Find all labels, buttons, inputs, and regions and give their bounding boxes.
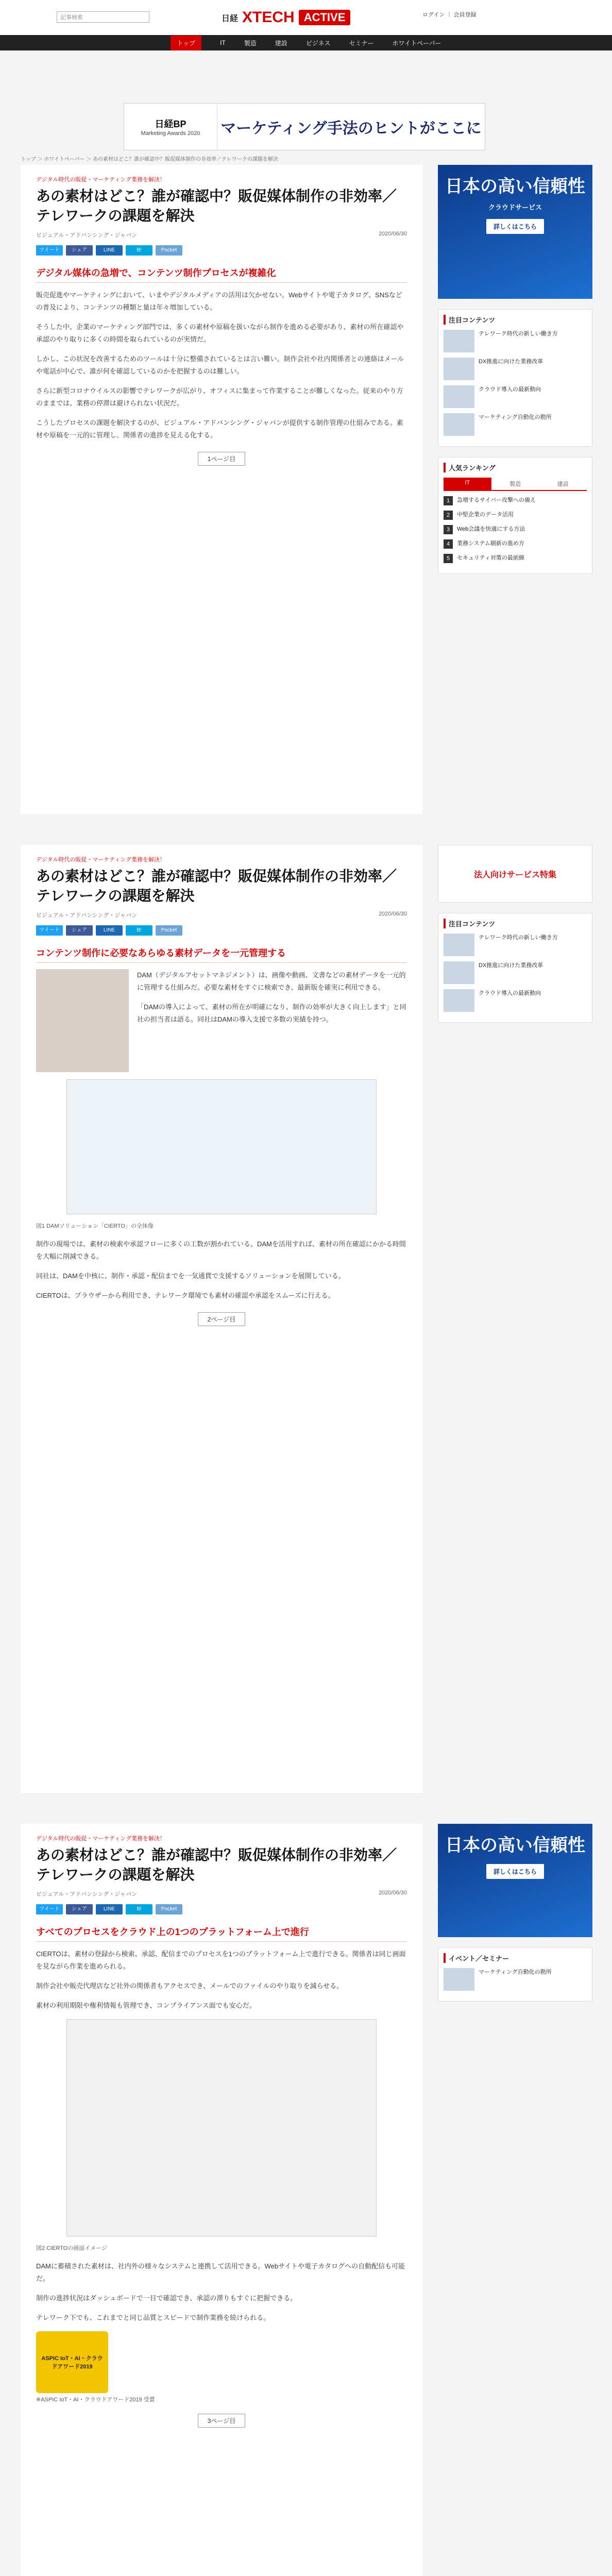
sidebar-ad[interactable]: [438, 1824, 592, 1937]
ranking-title: 人気ランキング: [444, 463, 587, 472]
author: ビジュアル・アドバンシング・ジャパン: [36, 912, 138, 919]
thumbnail: [444, 1968, 474, 1991]
top-banner[interactable]: [124, 103, 485, 150]
share-line-button[interactable]: LINE: [96, 1904, 123, 1914]
paragraph: 素材の利用期限や権利情報も管理でき、コンプライアンス面でも安心だ。: [36, 2002, 256, 2009]
share-line-button[interactable]: LINE: [96, 245, 123, 256]
section-heading: デジタル媒体の急増で、コンテンツ制作プロセスが複雑化: [36, 266, 407, 283]
figure-caption: 図1 DAMソリューション「CIERTO」の全体像: [36, 1223, 154, 1229]
related-title: 注目コンテンツ: [444, 315, 587, 325]
portrait-row: [36, 969, 407, 1072]
top-bar: [0, 0, 612, 36]
rank-text: Web会議を快適にする方法: [457, 526, 525, 532]
related-item[interactable]: [444, 934, 587, 956]
rank-number: 3: [444, 525, 453, 534]
nav-item-top[interactable]: トップ: [171, 36, 201, 50]
article-title: あの素材はどこ？誰が確認中？販促媒体制作の非効率／テレワークの課題を解決: [36, 1847, 397, 1883]
thumbnail: [444, 385, 474, 408]
portrait-photo: [36, 969, 129, 1072]
date: 2020/06/30: [378, 231, 407, 237]
sidebar-ad[interactable]: [438, 165, 592, 299]
related-title: 注目コンテンツ: [444, 919, 587, 928]
thumbnail: [444, 961, 474, 984]
login-link[interactable]: ログイン ｜ 会員登録: [422, 12, 477, 18]
figure-diagram: [66, 1079, 377, 1214]
share-facebook-button[interactable]: シェア: [66, 925, 93, 936]
author: ビジュアル・アドバンシング・ジャパン: [36, 1891, 138, 1897]
paragraph: 制作会社や販売代理店など社外の関係者もアクセスでき、メールでのファイルのやり取りを減らせる。: [36, 1982, 344, 1990]
author: ビジュアル・アドバンシング・ジャパン: [36, 232, 138, 239]
brand-nikkei: 日経: [222, 14, 239, 23]
thumbnail: [444, 934, 474, 956]
share-bar: [36, 245, 407, 256]
ranking-box: [438, 457, 592, 574]
paragraph: 制作の進捗状況はダッシュボードで一目で確認でき、承認の滞りもすぐに把握できる。: [36, 2294, 297, 2302]
thumbnail: [444, 989, 474, 1012]
article-page-1: [21, 165, 422, 814]
event-item[interactable]: [444, 1968, 587, 1991]
nav-item-business[interactable]: ビジネス: [305, 39, 331, 47]
badge-caption: ※ASPIC IoT・AI・クラウドアワード2019 受賞: [36, 2397, 155, 2403]
pager-label: 2ページ目: [198, 1312, 245, 1326]
article-meta: [36, 911, 407, 919]
tab-manufacturing[interactable]: 製造: [509, 481, 521, 487]
site-logo[interactable]: [222, 7, 350, 28]
paragraph: さらに新型コロナウイルスの影響でテレワークが広がり、オフィスに集まって作業することが難しくなった。従来のやり方のままでは、業務の停滞は避けられない状況だ。: [36, 387, 403, 407]
share-pocket-button[interactable]: Pocket: [156, 245, 182, 256]
pager-label: 1ページ目: [198, 452, 245, 466]
related-box: [438, 309, 592, 447]
ad-headline: 日本の高い信頼性: [445, 1836, 585, 1855]
sidebar: [438, 165, 592, 584]
brand-active: ACTIVE: [299, 10, 351, 25]
share-facebook-button[interactable]: シェア: [66, 245, 93, 256]
nav-item-seminar[interactable]: セミナー: [349, 39, 374, 47]
sidebar-banner[interactable]: 法人向けサービス特集: [438, 845, 592, 903]
share-pocket-button[interactable]: Pocket: [156, 1904, 182, 1914]
rank-number: 2: [444, 511, 453, 520]
share-hatena-button[interactable]: B!: [126, 925, 152, 936]
rank-number: 1: [444, 496, 453, 505]
related-item[interactable]: [444, 961, 587, 984]
paragraph: 同社は、DAMを中核に、制作・承認・配信までを一気通貫で支援するソリューションを展開している。: [36, 1272, 345, 1280]
thumbnail: [444, 358, 474, 380]
banner-logo: [124, 104, 217, 150]
article-page-3: [21, 1824, 422, 2576]
rank-text: 中堅企業のデータ活用: [457, 512, 514, 518]
article-title: あの素材はどこ？誰が確認中？販促媒体制作の非効率／テレワークの課題を解決: [36, 188, 397, 224]
tab-it[interactable]: IT: [444, 478, 491, 490]
paragraph: 制作の現場では、素材の検索や承認フローに多くの工数が割かれている。DAMを活用すれば、素材の所在確認にかかる時間を大幅に削減できる。: [36, 1240, 406, 1260]
ranking-item[interactable]: [444, 539, 587, 549]
ad-cta-button[interactable]: 詳しくはこちら: [486, 219, 544, 234]
event-box: [438, 1947, 592, 2002]
related-item[interactable]: [444, 413, 587, 436]
rank-text: 業務システム刷新の進め方: [457, 540, 524, 547]
related-item[interactable]: [444, 330, 587, 352]
ranking-item[interactable]: [444, 525, 587, 534]
article-title: あの素材はどこ？誰が確認中？販促媒体制作の非効率／テレワークの課題を解決: [36, 868, 397, 904]
section-heading: コンテンツ制作に必要なあらゆる素材データを一元管理する: [36, 946, 407, 963]
nav-item-manufacturing[interactable]: 製造: [244, 39, 257, 47]
share-bar: [36, 1904, 407, 1914]
rank-text: 急増するサイバー攻撃への備え: [457, 497, 536, 503]
figure-caption: 図2 CIERTOの画面イメージ: [36, 2245, 108, 2251]
share-twitter-button[interactable]: ツイート: [36, 925, 63, 936]
share-line-button[interactable]: LINE: [96, 925, 123, 936]
paragraph: テレワーク下でも、これまでと同じ品質とスピードで制作業務を続けられる。: [36, 2314, 270, 2321]
paragraph: CIERTOは、ブラウザーから利用でき、テレワーク環境でも素材の確認や承認をスムーズに行える。: [36, 1292, 335, 1299]
paragraph: そうした中、企業のマーケティング部門では、多くの素材や原稿を扱いながら制作を進める必要があり、素材の所在確認や承認のやり取りに多くの時間を取られているのが実情だ。: [36, 323, 404, 343]
related-text: マーケティング自動化の勘所: [479, 414, 552, 420]
share-pocket-button[interactable]: Pocket: [156, 925, 182, 936]
related-text: クラウド導入の最新動向: [479, 990, 541, 996]
share-hatena-button[interactable]: B!: [126, 1904, 152, 1914]
banner-title: 日経BP: [155, 119, 186, 129]
related-item[interactable]: [444, 989, 587, 1012]
share-facebook-button[interactable]: シェア: [66, 1904, 93, 1914]
paragraph: 「DAMの導入によって、素材の所在が明確になり、制作の効率が大きく向上します」と同社の担当者は語る。同社はDAMの導入支援で多数の実績を持つ。: [137, 1003, 406, 1023]
ranking-tabs: [444, 478, 587, 491]
paragraph: DAMに蓄積された素材は、社内外の様々なシステムと連携して活用できる。Webサイトや電子カタログへの自動配信も可能だ。: [36, 2262, 405, 2282]
related-item[interactable]: [444, 358, 587, 380]
rank-number: 4: [444, 539, 453, 549]
ad-headline: 日本の高い信頼性: [445, 177, 585, 196]
ranking-item[interactable]: [444, 496, 587, 505]
thumbnail: [444, 330, 474, 352]
article-kicker: デジタル時代の販促・マーケティング業務を解決！: [36, 857, 166, 863]
pager-label: 3ページ目: [198, 2414, 245, 2428]
article-meta: [36, 231, 407, 239]
date: 2020/06/30: [378, 911, 407, 917]
paragraph: CIERTOは、素材の登録から検索、承認、配信までのプロセスを1つのプラットフォーム上で進行できる。関係者は同じ画面を見ながら作業を進められる。: [36, 1950, 406, 1970]
paragraph: こうしたプロセスの課題を解決するのが、ビジュアル・アドバンシング・ジャパンが提供する制作管理の仕組みである。素材や原稿を一元的に管理し、関係者の進捗を見える化する。: [36, 419, 403, 439]
related-box: [438, 913, 592, 1023]
sidebar: [438, 845, 592, 1033]
brand-xtech: XTECH: [242, 9, 295, 26]
event-title: イベント／セミナー: [444, 1953, 587, 1963]
article-kicker: デジタル時代の販促・マーケティング業務を解決！: [36, 1836, 166, 1842]
paragraph: 販売促進やマーケティングにおいて、いまやデジタルメディアの活用は欠かせない。Webサイトや電子カタログ、SNSなどの普及により、コンテンツの種類と量は年々増加している。: [36, 291, 402, 311]
ad-sub: クラウドサービス: [488, 204, 542, 211]
related-text: テレワーク時代の新しい働き方: [479, 331, 558, 337]
tab-construction[interactable]: 建設: [557, 481, 569, 487]
banner-subtitle: Marketing Awards 2020: [141, 130, 200, 137]
sidebar: [438, 1824, 592, 2012]
thumbnail: [444, 413, 474, 436]
share-bar: [36, 925, 407, 936]
article-meta: [36, 1890, 407, 1898]
ranking-item[interactable]: [444, 554, 587, 563]
rank-number: 5: [444, 554, 453, 563]
next-page-button[interactable]: [36, 452, 407, 466]
event-text: マーケティング自動化の勘所: [479, 1969, 552, 1975]
rank-text: セキュリティ対策の最前線: [457, 555, 524, 561]
share-twitter-button[interactable]: ツイート: [36, 1904, 63, 1914]
related-item[interactable]: [444, 385, 587, 408]
next-page-button[interactable]: [36, 1312, 407, 1326]
search-input[interactable]: 記事検索: [57, 11, 149, 23]
article-page-2: [21, 845, 422, 1793]
main-nav: [0, 35, 612, 50]
section-heading: すべてのプロセスをクラウド上の1つのプラットフォーム上で進行: [36, 1925, 407, 1942]
award-badge: ASPIC IoT・AI・クラウドアワード2019: [36, 2331, 108, 2393]
share-hatena-button[interactable]: B!: [126, 245, 152, 256]
nav-item-construction[interactable]: 建設: [275, 39, 287, 47]
share-twitter-button[interactable]: ツイート: [36, 245, 63, 256]
banner-text: マーケティング手法のヒントがここに: [220, 120, 482, 137]
related-text: DX推進に向けた業務改革: [479, 962, 543, 969]
paragraph: DAM（デジタルアセットマネジメント）は、画像や動画、文書などの素材データを一元的に管理する仕組みだ。必要な素材をすぐに検索でき、最新版を確実に利用できる。: [137, 971, 406, 991]
date: 2020/06/30: [378, 1890, 407, 1896]
ranking-item[interactable]: [444, 511, 587, 520]
related-text: クラウド導入の最新動向: [479, 386, 541, 393]
nav-item-whitepaper[interactable]: ホワイトペーパー: [392, 39, 441, 47]
article-kicker: デジタル時代の販促・マーケティング業務を解決！: [36, 177, 166, 183]
paragraph: しかし、この状況を改善するためのツールは十分に整備されているとは言い難い。制作会社や社内関係者との連絡はメールや電話が中心で、誰が何を確認しているのかを把握するのは難しい。: [36, 355, 404, 375]
breadcrumb[interactable]: トップ ＞ ホワイトペーパー ＞ あの素材はどこ？誰が確認中？販促媒体制作の非効率／テレワークの課題を解決: [21, 157, 278, 162]
related-text: テレワーク時代の新しい働き方: [479, 935, 558, 941]
figure-screenshot: [66, 2019, 377, 2236]
nav-item-it[interactable]: IT: [220, 39, 226, 46]
related-text: DX推進に向けた業務改革: [479, 359, 543, 365]
ad-cta-button[interactable]: 詳しくはこちら: [486, 1864, 544, 1879]
next-page-button[interactable]: [36, 2414, 407, 2428]
portrait-text: [137, 969, 407, 1072]
